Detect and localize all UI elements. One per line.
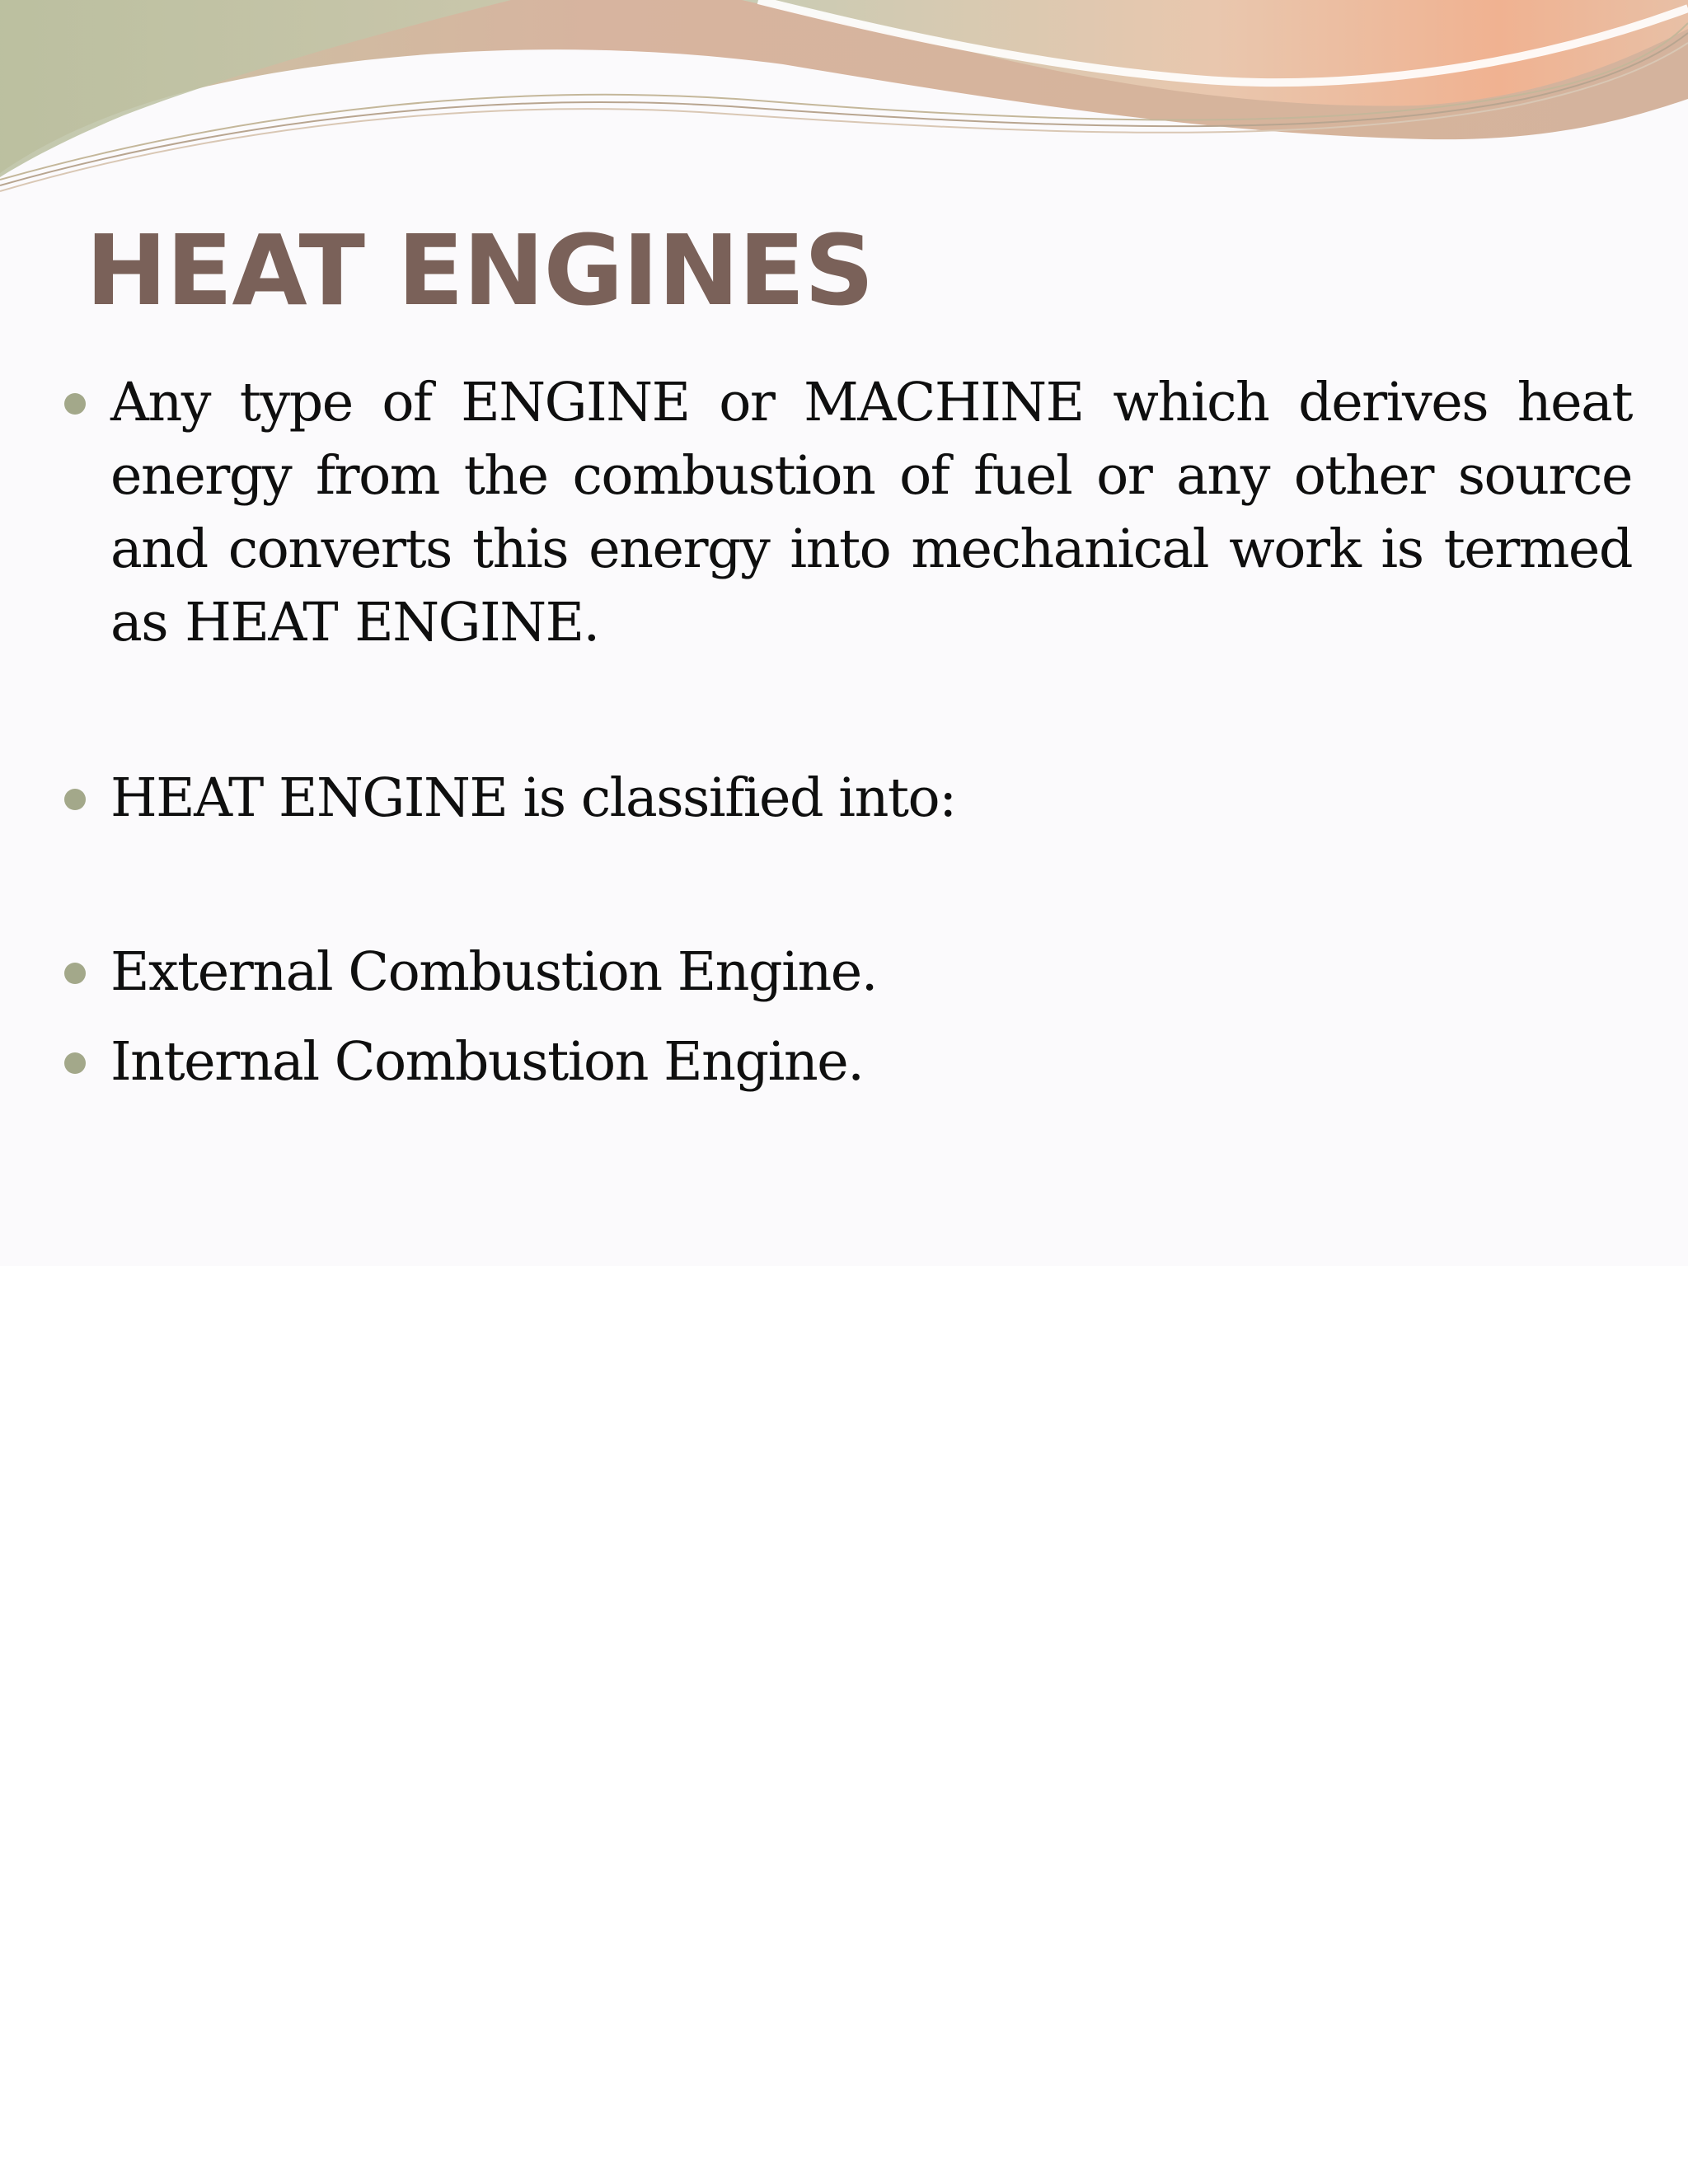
bullet-dot-icon [64, 1052, 86, 1074]
bullet-text: HEAT ENGINE is classified into: [110, 767, 956, 829]
bullet-text: Any type of ENGINE or MACHINE which derives heat energy from the combustion of fuel or any other source and converts this energy into mechanical work is termed as HEAT ENGINE. [110, 372, 1632, 654]
bullet-dot-icon [64, 789, 86, 810]
slide-title: HEAT ENGINES [86, 213, 874, 327]
bullet-item-internal-combustion [110, 1025, 1632, 1099]
bullet-item-definition [110, 366, 1632, 659]
bullet-text: External Combustion Engine. [110, 941, 877, 1003]
bullet-item-external-combustion [110, 935, 1632, 1009]
bullet-text: Internal Combustion Engine. [110, 1031, 864, 1093]
bullet-dot-icon [64, 393, 86, 415]
bullet-dot-icon [64, 963, 86, 984]
decorative-wave-header [0, 0, 1688, 198]
bullet-item-classification [110, 762, 1632, 835]
